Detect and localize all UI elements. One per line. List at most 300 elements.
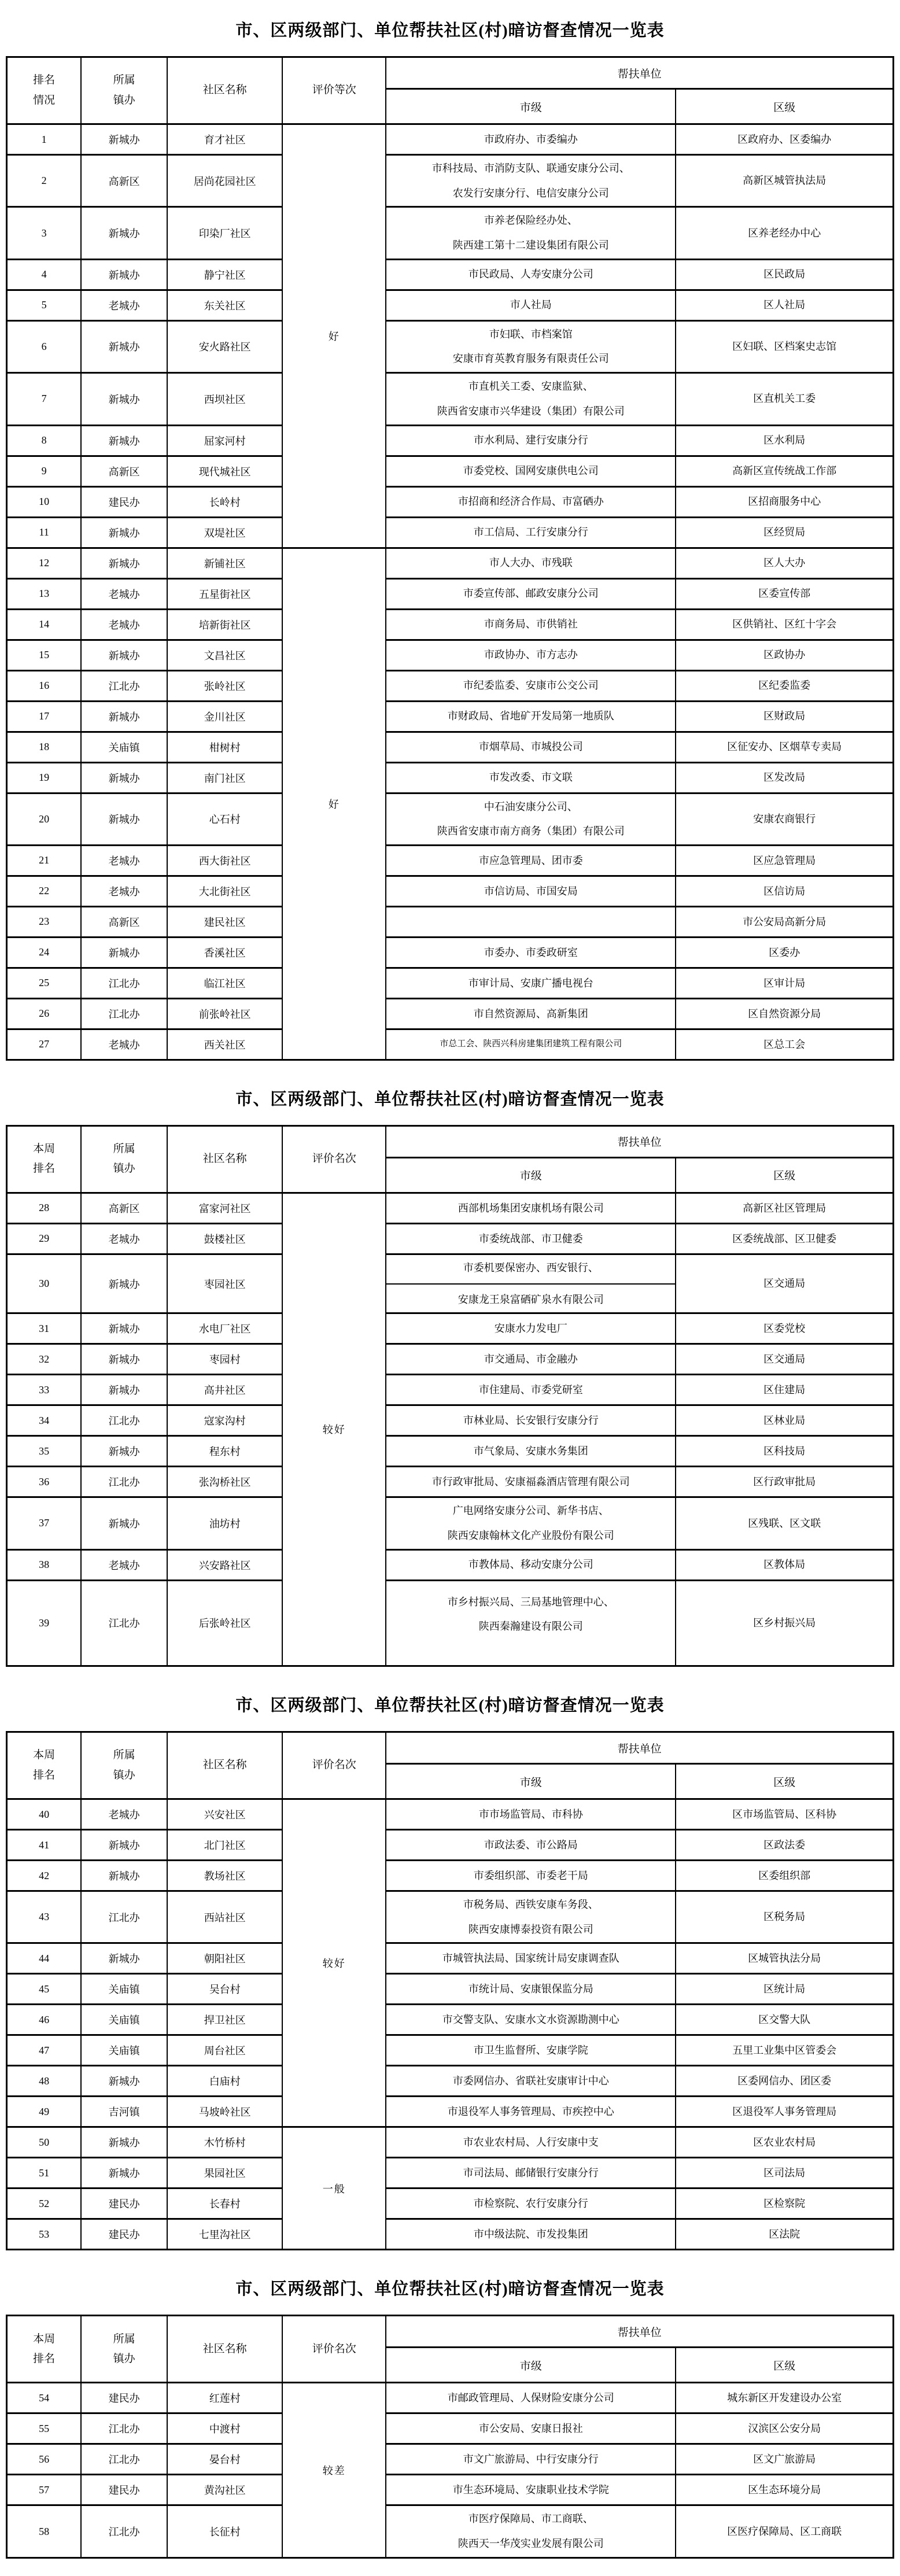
- header-community: 社区名称: [167, 1732, 282, 1799]
- inspection-table: [6, 2315, 894, 2558]
- town-cell: 老城办: [81, 578, 167, 609]
- town-cell: 高新区: [81, 1193, 167, 1223]
- town-cell: 新城办: [81, 640, 167, 670]
- report-section-1: [6, 17, 894, 1061]
- town-cell: 新城办: [81, 425, 167, 456]
- grade-cell: 较好: [282, 1799, 386, 2127]
- community-cell: 教场社区: [167, 1861, 282, 1891]
- city-units-cell: 市直机关工委、安康监狱、 陕西省安康市兴华建设（集团）有限公司: [386, 373, 676, 425]
- city-units-cell: 市委机要保密办、西安银行、 安康龙王泉富硒矿泉水有限公司: [386, 1254, 676, 1313]
- community-cell: 金川社区: [167, 701, 282, 732]
- community-cell: 马坡岭社区: [167, 2097, 282, 2127]
- table-title: 市、区两级部门、单位帮扶社区(村)暗访督查情况一览表: [235, 21, 665, 40]
- city-units-cell: 市城管执法局、国家统计局安康调查队: [386, 1943, 676, 1974]
- table-row: [7, 906, 894, 937]
- community-cell: 新铺社区: [167, 548, 282, 578]
- town-cell: 江北办: [81, 1580, 167, 1666]
- district-units-cell: 区市场监管局、区科协: [676, 1799, 893, 1830]
- table-row: [7, 701, 894, 732]
- community-cell: 东关社区: [167, 290, 282, 320]
- community-cell: 五星街社区: [167, 578, 282, 609]
- grade-cell: 好: [282, 124, 386, 548]
- city-units-cell: 市科技局、市消防支队、联通安康分公司、 农发行安康分行、电信安康分公司: [386, 155, 676, 207]
- community-cell: 程东村: [167, 1436, 282, 1467]
- district-units-cell: 区检察院: [676, 2189, 893, 2219]
- table-row: [7, 207, 894, 259]
- district-units-cell: 区自然资源分局: [676, 998, 893, 1029]
- rank-cell: 10: [7, 486, 82, 517]
- table-row: [7, 2035, 894, 2066]
- city-units-cell: 市卫生监督所、安康学院: [386, 2035, 676, 2066]
- header-community: 社区名称: [167, 2316, 282, 2383]
- town-cell: 江北办: [81, 2444, 167, 2475]
- town-cell: 吉河镇: [81, 2097, 167, 2127]
- table-row: [7, 1497, 894, 1549]
- community-cell: 张沟桥社区: [167, 1467, 282, 1497]
- community-cell: 果园社区: [167, 2158, 282, 2189]
- town-cell: 江北办: [81, 2505, 167, 2557]
- community-cell: 现代城社区: [167, 456, 282, 486]
- community-cell: 屈家河村: [167, 425, 282, 456]
- town-cell: 老城办: [81, 1029, 167, 1060]
- rank-cell: 50: [7, 2127, 82, 2158]
- rank-cell: 35: [7, 1436, 82, 1467]
- city-units-cell: 市司法局、邮储银行安康分行: [386, 2158, 676, 2189]
- district-units-cell: 区林业局: [676, 1405, 893, 1436]
- district-units-cell: 区水利局: [676, 425, 893, 456]
- rank-cell: 28: [7, 1193, 82, 1223]
- town-cell: 江北办: [81, 1467, 167, 1497]
- city-units-cell: [386, 906, 676, 937]
- city-units-cell: 市住建局、市委党研室: [386, 1375, 676, 1405]
- city-units-cell: 市教体局、移动安康分公司: [386, 1549, 676, 1580]
- town-cell: 新城办: [81, 1830, 167, 1861]
- district-units-cell: 区养老经办中心: [676, 207, 893, 259]
- table-row: [7, 2005, 894, 2035]
- city-units-cell: 市委组织部、市委老干局: [386, 1861, 676, 1891]
- district-units-cell: 区城管执法分局: [676, 1943, 893, 1974]
- town-cell: 新城办: [81, 2158, 167, 2189]
- town-cell: 新城办: [81, 2127, 167, 2158]
- town-cell: 建民办: [81, 2383, 167, 2413]
- town-cell: 高新区: [81, 456, 167, 486]
- table-row: [7, 425, 894, 456]
- district-units-cell: 区招商服务中心: [676, 486, 893, 517]
- header-grade: 评价名次: [282, 1732, 386, 1799]
- grade-cell: 较差: [282, 2383, 386, 2557]
- table-row: [7, 124, 894, 155]
- town-cell: 新城办: [81, 762, 167, 793]
- table-row: [7, 937, 894, 968]
- district-units-cell: 区残联、区文联: [676, 1497, 893, 1549]
- district-units-cell: 区交通局: [676, 1344, 893, 1375]
- city-units-cell: 西部机场集团安康机场有限公司: [386, 1193, 676, 1223]
- district-units-cell: 区生态环境分局: [676, 2475, 893, 2505]
- rank-cell: 55: [7, 2413, 82, 2444]
- table-row: [7, 1974, 894, 2005]
- rank-cell: 21: [7, 845, 82, 876]
- town-cell: 江北办: [81, 1891, 167, 1943]
- town-cell: 新城办: [81, 1497, 167, 1549]
- district-units-cell: 区文广旅游局: [676, 2444, 893, 2475]
- town-cell: 新城办: [81, 1861, 167, 1891]
- town-cell: 新城办: [81, 1313, 167, 1344]
- community-cell: 北门社区: [167, 1830, 282, 1861]
- district-units-cell: 区退役军人事务管理局: [676, 2097, 893, 2127]
- community-cell: 鼓楼社区: [167, 1223, 282, 1254]
- city-units-cell: 市税务局、西铁安康车务段、 陕西安康博泰投资有限公司: [386, 1891, 676, 1943]
- rank-cell: 42: [7, 1861, 82, 1891]
- district-units-cell: 高新区社区管理局: [676, 1193, 893, 1223]
- city-units-cell: 安康水力发电厂: [386, 1313, 676, 1344]
- town-cell: 老城办: [81, 609, 167, 640]
- town-cell: 新城办: [81, 320, 167, 372]
- community-cell: 长岭村: [167, 486, 282, 517]
- town-cell: 建民办: [81, 2219, 167, 2250]
- district-units-cell: 区统计局: [676, 1974, 893, 2005]
- community-cell: 西坝社区: [167, 373, 282, 425]
- table-row: [7, 2219, 894, 2250]
- district-units-cell: 区人社局: [676, 290, 893, 320]
- header-community: 社区名称: [167, 1125, 282, 1193]
- table-row: [7, 290, 894, 320]
- header-city-level: 市级: [386, 1764, 676, 1799]
- community-cell: 兴安路社区: [167, 1549, 282, 1580]
- table-row: [7, 578, 894, 609]
- city-units-cell: 市市场监管局、市科协: [386, 1799, 676, 1830]
- community-cell: 西站社区: [167, 1891, 282, 1943]
- community-cell: 富家河社区: [167, 1193, 282, 1223]
- community-cell: 晏台村: [167, 2444, 282, 2475]
- community-cell: 印染厂社区: [167, 207, 282, 259]
- district-units-cell: 区应急管理局: [676, 845, 893, 876]
- community-cell: 白庙村: [167, 2066, 282, 2097]
- district-units-cell: 区妇联、区档案史志馆: [676, 320, 893, 372]
- district-units-cell: 区政法委: [676, 1830, 893, 1861]
- district-units-cell: 区教体局: [676, 1549, 893, 1580]
- table-title: 市、区两级部门、单位帮扶社区(村)暗访督查情况一览表: [235, 1090, 665, 1109]
- city-units-cell: 市总工会、陕西兴科房建集团建筑工程有限公司: [386, 1029, 676, 1060]
- district-units-cell: 区委网信办、团区委: [676, 2066, 893, 2097]
- city-units-cell: 市民政局、人寿安康分公司: [386, 259, 676, 290]
- rank-cell: 45: [7, 1974, 82, 2005]
- town-cell: 建民办: [81, 2475, 167, 2505]
- rank-cell: 29: [7, 1223, 82, 1254]
- community-cell: 居尚花园社区: [167, 155, 282, 207]
- city-units-cell: 中石油安康分公司、 陕西省安康市南方商务（集团）有限公司: [386, 793, 676, 845]
- city-units-cell: 市气象局、安康水务集团: [386, 1436, 676, 1467]
- city-units-cell: 市政协办、市方志办: [386, 640, 676, 670]
- report-section-2: [6, 1086, 894, 1667]
- header-help-units: 帮扶单位: [386, 2316, 893, 2348]
- community-cell: 周台社区: [167, 2035, 282, 2066]
- rank-cell: 58: [7, 2505, 82, 2557]
- city-units-cell: 市工信局、工行安康分行: [386, 517, 676, 548]
- table-row: [7, 2189, 894, 2219]
- district-units-cell: 区总工会: [676, 1029, 893, 1060]
- rank-cell: 14: [7, 609, 82, 640]
- district-units-cell: 区委党校: [676, 1313, 893, 1344]
- town-cell: 江北办: [81, 2413, 167, 2444]
- town-cell: 老城办: [81, 290, 167, 320]
- rank-cell: 37: [7, 1497, 82, 1549]
- community-cell: 寇家沟村: [167, 1405, 282, 1436]
- city-units-cell: 市水利局、建行安康分行: [386, 425, 676, 456]
- district-units-cell: 区发改局: [676, 762, 893, 793]
- table-row: [7, 1436, 894, 1467]
- community-cell: 文昌社区: [167, 640, 282, 670]
- district-units-cell: 区司法局: [676, 2158, 893, 2189]
- rank-cell: 17: [7, 701, 82, 732]
- inspection-table: [6, 1731, 894, 2250]
- district-units-cell: 区直机关工委: [676, 373, 893, 425]
- table-row: [7, 2127, 894, 2158]
- district-units-cell: 区住建局: [676, 1375, 893, 1405]
- rank-cell: 23: [7, 906, 82, 937]
- town-cell: 新城办: [81, 1375, 167, 1405]
- community-cell: 建民社区: [167, 906, 282, 937]
- header-rank: 排名 情况: [7, 57, 82, 124]
- community-cell: 培新街社区: [167, 609, 282, 640]
- district-units-cell: 区交警大队: [676, 2005, 893, 2035]
- town-cell: 建民办: [81, 2189, 167, 2219]
- rank-cell: 52: [7, 2189, 82, 2219]
- header-district-level: 区级: [676, 2348, 893, 2383]
- header-grade: 评价等次: [282, 57, 386, 124]
- table-row: [7, 373, 894, 425]
- inspection-table: [6, 1125, 894, 1667]
- community-cell: 捍卫社区: [167, 2005, 282, 2035]
- table-row: [7, 456, 894, 486]
- header-town: 所属 镇办: [81, 2316, 167, 2383]
- rank-cell: 3: [7, 207, 82, 259]
- city-units-cell: 市生态环境局、安康职业技术学院: [386, 2475, 676, 2505]
- town-cell: 江北办: [81, 1405, 167, 1436]
- header-rank: 本周 排名: [7, 1125, 82, 1193]
- city-units-cell: 市妇联、市档案馆 安康市育英教育服务有限责任公司: [386, 320, 676, 372]
- town-cell: 新城办: [81, 259, 167, 290]
- district-units-cell: 区纪委监委: [676, 670, 893, 701]
- community-cell: 红莲村: [167, 2383, 282, 2413]
- rank-cell: 24: [7, 937, 82, 968]
- table-row: [7, 1467, 894, 1497]
- rank-cell: 34: [7, 1405, 82, 1436]
- district-units-cell: 安康农商银行: [676, 793, 893, 845]
- header-rank: 本周 排名: [7, 2316, 82, 2383]
- table-title: 市、区两级部门、单位帮扶社区(村)暗访督查情况一览表: [235, 1696, 665, 1715]
- header-city-level: 市级: [386, 89, 676, 124]
- table-row: [7, 876, 894, 906]
- district-units-cell: 区科技局: [676, 1436, 893, 1467]
- table-row: [7, 1313, 894, 1344]
- city-units-cell: 市邮政管理局、人保财险安康分公司: [386, 2383, 676, 2413]
- city-units-cell: 市委宣传部、邮政安康分公司: [386, 578, 676, 609]
- community-cell: 南门社区: [167, 762, 282, 793]
- table-row: [7, 609, 894, 640]
- district-units-cell: 汉滨区公安分局: [676, 2413, 893, 2444]
- town-cell: 高新区: [81, 155, 167, 207]
- city-units-cell: 市政府办、市委编办: [386, 124, 676, 155]
- header-town: 所属 镇办: [81, 57, 167, 124]
- table-row: [7, 486, 894, 517]
- town-cell: 老城办: [81, 876, 167, 906]
- table-row: [7, 155, 894, 207]
- rank-cell: 48: [7, 2066, 82, 2097]
- rank-cell: 53: [7, 2219, 82, 2250]
- rank-cell: 56: [7, 2444, 82, 2475]
- district-units-cell: 五里工业集中区管委会: [676, 2035, 893, 2066]
- rank-cell: 12: [7, 548, 82, 578]
- table-row: [7, 320, 894, 372]
- rank-cell: 18: [7, 732, 82, 762]
- town-cell: 江北办: [81, 998, 167, 1029]
- header-grade: 评价名次: [282, 1125, 386, 1193]
- table-row: [7, 1254, 894, 1313]
- community-cell: 枣园社区: [167, 1254, 282, 1313]
- report-section-3: [6, 1692, 894, 2250]
- rank-cell: 30: [7, 1254, 82, 1313]
- community-cell: 水电厂社区: [167, 1313, 282, 1344]
- table-row: [7, 2066, 894, 2097]
- town-cell: 新城办: [81, 2066, 167, 2097]
- district-units-cell: 区民政局: [676, 259, 893, 290]
- rank-cell: 4: [7, 259, 82, 290]
- rank-cell: 49: [7, 2097, 82, 2127]
- community-cell: 吴台村: [167, 1974, 282, 2005]
- town-cell: 新城办: [81, 517, 167, 548]
- city-units-cell: 市委办、市委政研室: [386, 937, 676, 968]
- city-units-cell: 市中级法院、市发投集团: [386, 2219, 676, 2250]
- header-help-units: 帮扶单位: [386, 1732, 893, 1764]
- city-units-cell: 市发改委、市文联: [386, 762, 676, 793]
- town-cell: 建民办: [81, 486, 167, 517]
- header-city-level: 市级: [386, 2348, 676, 2383]
- rank-cell: 47: [7, 2035, 82, 2066]
- community-cell: 心石村: [167, 793, 282, 845]
- town-cell: 新城办: [81, 548, 167, 578]
- table-row: [7, 548, 894, 578]
- district-units-cell: 区交通局: [676, 1254, 893, 1313]
- town-cell: 新城办: [81, 701, 167, 732]
- rank-cell: 19: [7, 762, 82, 793]
- community-cell: 黄沟社区: [167, 2475, 282, 2505]
- table-row: [7, 1029, 894, 1060]
- community-cell: 七里沟社区: [167, 2219, 282, 2250]
- rank-cell: 13: [7, 578, 82, 609]
- town-cell: 新城办: [81, 124, 167, 155]
- header-city-level: 市级: [386, 1157, 676, 1193]
- grade-cell: 一般: [282, 2127, 386, 2250]
- rank-cell: 46: [7, 2005, 82, 2035]
- district-units-cell: 区财政局: [676, 701, 893, 732]
- town-cell: 老城办: [81, 1799, 167, 1830]
- city-units-cell: 市自然资源局、高新集团: [386, 998, 676, 1029]
- community-cell: 油坊村: [167, 1497, 282, 1549]
- table-row: [7, 259, 894, 290]
- town-cell: 高新区: [81, 906, 167, 937]
- town-cell: 新城办: [81, 793, 167, 845]
- grade-cell: 较好: [282, 1193, 386, 1666]
- rank-cell: 44: [7, 1943, 82, 1974]
- community-cell: 安火路社区: [167, 320, 282, 372]
- table-row: [7, 1193, 894, 1223]
- district-units-cell: 区税务局: [676, 1891, 893, 1943]
- rank-cell: 5: [7, 290, 82, 320]
- town-cell: 新城办: [81, 1254, 167, 1313]
- city-units-cell: 市交警支队、安康水文水资源勘测中心: [386, 2005, 676, 2035]
- city-units-cell: 市商务局、市供销社: [386, 609, 676, 640]
- rank-cell: 41: [7, 1830, 82, 1861]
- town-cell: 老城办: [81, 1549, 167, 1580]
- district-units-cell: 区经贸局: [676, 517, 893, 548]
- table-row: [7, 670, 894, 701]
- header-community: 社区名称: [167, 57, 282, 124]
- city-units-cell: 市财政局、省地矿开发局第一地质队: [386, 701, 676, 732]
- community-cell: 高井社区: [167, 1375, 282, 1405]
- inspection-table: [6, 56, 894, 1061]
- city-units-cell: 市养老保险经办处、 陕西建工第十二建设集团有限公司: [386, 207, 676, 259]
- rank-cell: 57: [7, 2475, 82, 2505]
- district-units-cell: 区政协办: [676, 640, 893, 670]
- table-row: [7, 2505, 894, 2557]
- city-units-cell: 市检察院、农行安康分行: [386, 2189, 676, 2219]
- town-cell: 新城办: [81, 1943, 167, 1974]
- header-district-level: 区级: [676, 89, 893, 124]
- district-units-cell: 区乡村振兴局: [676, 1580, 893, 1666]
- table-row: [7, 968, 894, 998]
- rank-cell: 32: [7, 1344, 82, 1375]
- table-row: [7, 1344, 894, 1375]
- district-units-cell: 市公安局高新分局: [676, 906, 893, 937]
- header-town: 所属 镇办: [81, 1125, 167, 1193]
- town-cell: 关庙镇: [81, 2035, 167, 2066]
- table-row: [7, 1830, 894, 1861]
- community-cell: 后张岭社区: [167, 1580, 282, 1666]
- city-units-cell: 市人社局: [386, 290, 676, 320]
- community-cell: 枣园村: [167, 1344, 282, 1375]
- town-cell: 关庙镇: [81, 1974, 167, 2005]
- district-units-cell: 区征安办、区烟草专卖局: [676, 732, 893, 762]
- table-row: [7, 2444, 894, 2475]
- city-units-cell: 广电网络安康分公司、新华书店、 陕西安康翰林文化产业股份有限公司: [386, 1497, 676, 1549]
- header-grade: 评价名次: [282, 2316, 386, 2383]
- town-cell: 新城办: [81, 1344, 167, 1375]
- district-units-cell: 区农业农村局: [676, 2127, 893, 2158]
- table-row: [7, 1549, 894, 1580]
- community-cell: 朝阳社区: [167, 1943, 282, 1974]
- rank-cell: 39: [7, 1580, 82, 1666]
- district-units-cell: 区委宣传部: [676, 578, 893, 609]
- city-units-cell: 市乡村振兴局、三局基地管理中心、 陕西秦瀚建设有限公司: [386, 1580, 676, 1666]
- district-units-cell: 区审计局: [676, 968, 893, 998]
- rank-cell: 38: [7, 1549, 82, 1580]
- city-units-cell: 市文广旅游局、中行安康分行: [386, 2444, 676, 2475]
- table-row: [7, 1861, 894, 1891]
- city-units-cell: 市交通局、市金融办: [386, 1344, 676, 1375]
- header-rank: 本周 排名: [7, 1732, 82, 1799]
- city-units-cell: 市委统战部、市卫健委: [386, 1223, 676, 1254]
- table-row: [7, 1799, 894, 1830]
- town-cell: 老城办: [81, 845, 167, 876]
- town-cell: 新城办: [81, 1436, 167, 1467]
- rank-cell: 51: [7, 2158, 82, 2189]
- city-units-cell: 市统计局、安康银保监分局: [386, 1974, 676, 2005]
- town-cell: 新城办: [81, 207, 167, 259]
- table-row: [7, 1891, 894, 1943]
- community-cell: 香溪社区: [167, 937, 282, 968]
- city-units-cell: 市审计局、安康广播电视台: [386, 968, 676, 998]
- city-units-cell: 市人大办、市残联: [386, 548, 676, 578]
